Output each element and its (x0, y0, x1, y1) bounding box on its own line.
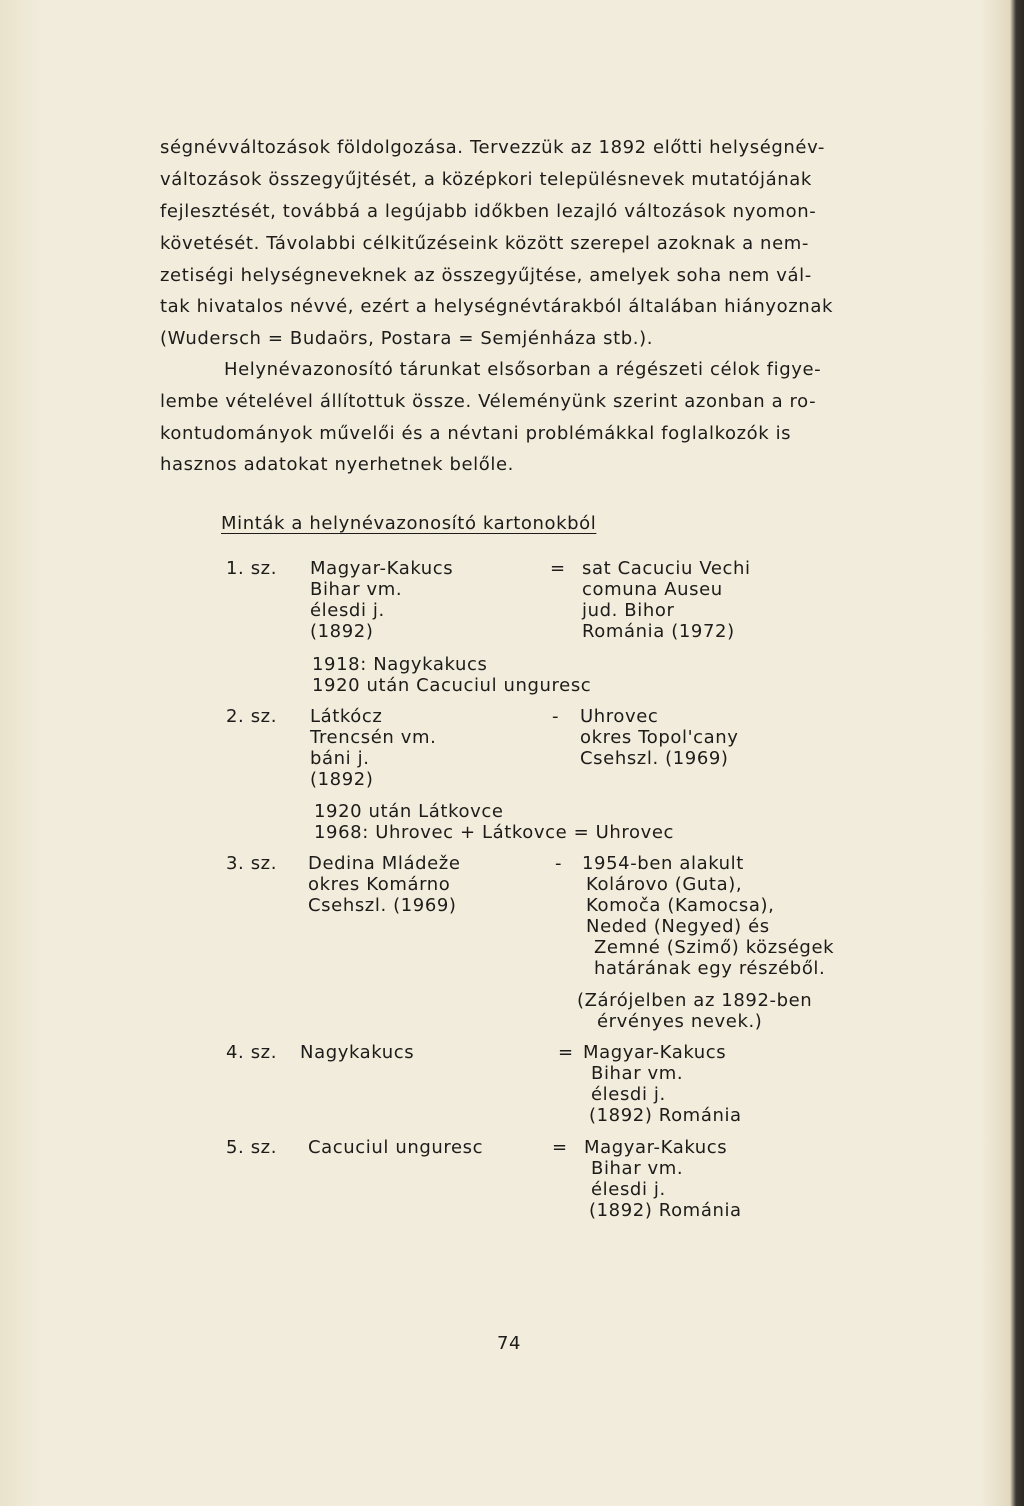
entry-right-line: Magyar-Kakucs (584, 1137, 728, 1158)
samples-heading: Minták a helynévazonosító kartonokból (221, 513, 597, 534)
entry-left-line: Látkócz (310, 706, 383, 727)
entry-note-line: 1918: Nagykakucs (312, 654, 488, 675)
entry-note-line: 1920 után Látkovce (314, 801, 504, 822)
entry-right-line: jud. Bihor (582, 600, 675, 621)
paragraph-line: tak hivatalos névvé, ezért a helységnévtárakból általában hiányoznak (160, 296, 833, 317)
entry-number: 5. sz. (226, 1137, 278, 1158)
paragraph-line: lembe vételével állítottuk össze. Véleményünk szerint azonban a ro- (160, 391, 817, 412)
entry-left-line: báni j. (310, 748, 370, 769)
entry-right-line: élesdi j. (591, 1179, 666, 1200)
entry-separator: = (550, 558, 566, 579)
entry-right-line: (1892) Románia (589, 1105, 742, 1126)
entry-left-line: (1892) (310, 769, 374, 790)
entry-left-line: (1892) (310, 621, 374, 642)
entry-number: 1. sz. (226, 558, 278, 579)
entry-right-line: Zemné (Szimő) községek (594, 937, 835, 958)
entry-left-line: Dedina Mládeže (308, 853, 461, 874)
entry-right-line: Bihar vm. (591, 1063, 684, 1084)
entry-left-line: Csehszl. (1969) (308, 895, 457, 916)
entry-right-line: Neded (Negyed) és (586, 916, 770, 937)
paragraph-line: változások összegyűjtését, a középkori településnevek mutatójának (160, 169, 812, 190)
entry-left-line: Nagykakucs (300, 1042, 415, 1063)
entry-note-line: (Zárójelben az 1892-ben (577, 990, 813, 1011)
entry-note-line: érvényes nevek.) (597, 1011, 763, 1032)
paragraph-line: fejlesztését, továbbá a legújabb időkben lezajló változások nyomon- (160, 201, 817, 222)
paragraph-line: kontudományok művelői és a névtani problémákkal foglalkozók is (160, 423, 792, 444)
paragraph-line: követését. Távolabbi célkitűzéseink között szerepel azoknak a nem- (160, 233, 809, 254)
entry-number: 4. sz. (226, 1042, 278, 1063)
entry-separator: - (552, 706, 560, 727)
entry-note-line: 1920 után Cacuciul unguresc (312, 675, 592, 696)
entry-right-line: élesdi j. (591, 1084, 666, 1105)
entry-separator: = (552, 1137, 568, 1158)
entry-left-line: élesdi j. (310, 600, 385, 621)
entry-right-line: sat Cacuciu Vechi (582, 558, 751, 579)
paragraph-line: hasznos adatokat nyerhetnek belőle. (160, 454, 514, 475)
entry-note-line: 1968: Uhrovec + Látkovce = Uhrovec (314, 822, 675, 843)
entry-separator: = (558, 1042, 574, 1063)
paragraph-line: (Wudersch = Budaörs, Postara = Semjénháza stb.). (160, 328, 654, 349)
entry-left-line: Trencsén vm. (310, 727, 437, 748)
entry-right-line: okres Topol'cany (580, 727, 739, 748)
entry-left-line: Magyar-Kakucs (310, 558, 454, 579)
entry-number: 2. sz. (226, 706, 278, 727)
entry-right-line: Bihar vm. (591, 1158, 684, 1179)
entry-right-line: Románia (1972) (582, 621, 735, 642)
entry-left-line: Cacuciul unguresc (308, 1137, 484, 1158)
entry-right-line: (1892) Románia (589, 1200, 742, 1221)
entry-right-line: Magyar-Kakucs (583, 1042, 727, 1063)
entry-separator: - (555, 853, 563, 874)
entry-left-line: Bihar vm. (310, 579, 403, 600)
paragraph-line: ségnévváltozások földolgozása. Tervezzük az 1892 előtti helységnév- (160, 137, 825, 158)
entry-right-line: Komoča (Kamocsa), (586, 895, 775, 916)
entry-right-line: Kolárovo (Guta), (586, 874, 743, 895)
paragraph-line: zetiségi helységneveknek az összegyűjtése, amelyek soha nem vál- (160, 265, 812, 286)
page-number: 74 (497, 1333, 522, 1354)
entry-right-line: Uhrovec (580, 706, 659, 727)
entry-number: 3. sz. (226, 853, 278, 874)
entry-left-line: okres Komárno (308, 874, 451, 895)
entry-right-line: 1954-ben alakult (582, 853, 744, 874)
paragraph-line: Helynévazonosító tárunkat elsősorban a régészeti célok figye- (224, 359, 822, 380)
entry-right-line: comuna Auseu (582, 579, 723, 600)
entry-right-line: határának egy részéből. (594, 958, 826, 979)
entry-right-line: Csehszl. (1969) (580, 748, 729, 769)
